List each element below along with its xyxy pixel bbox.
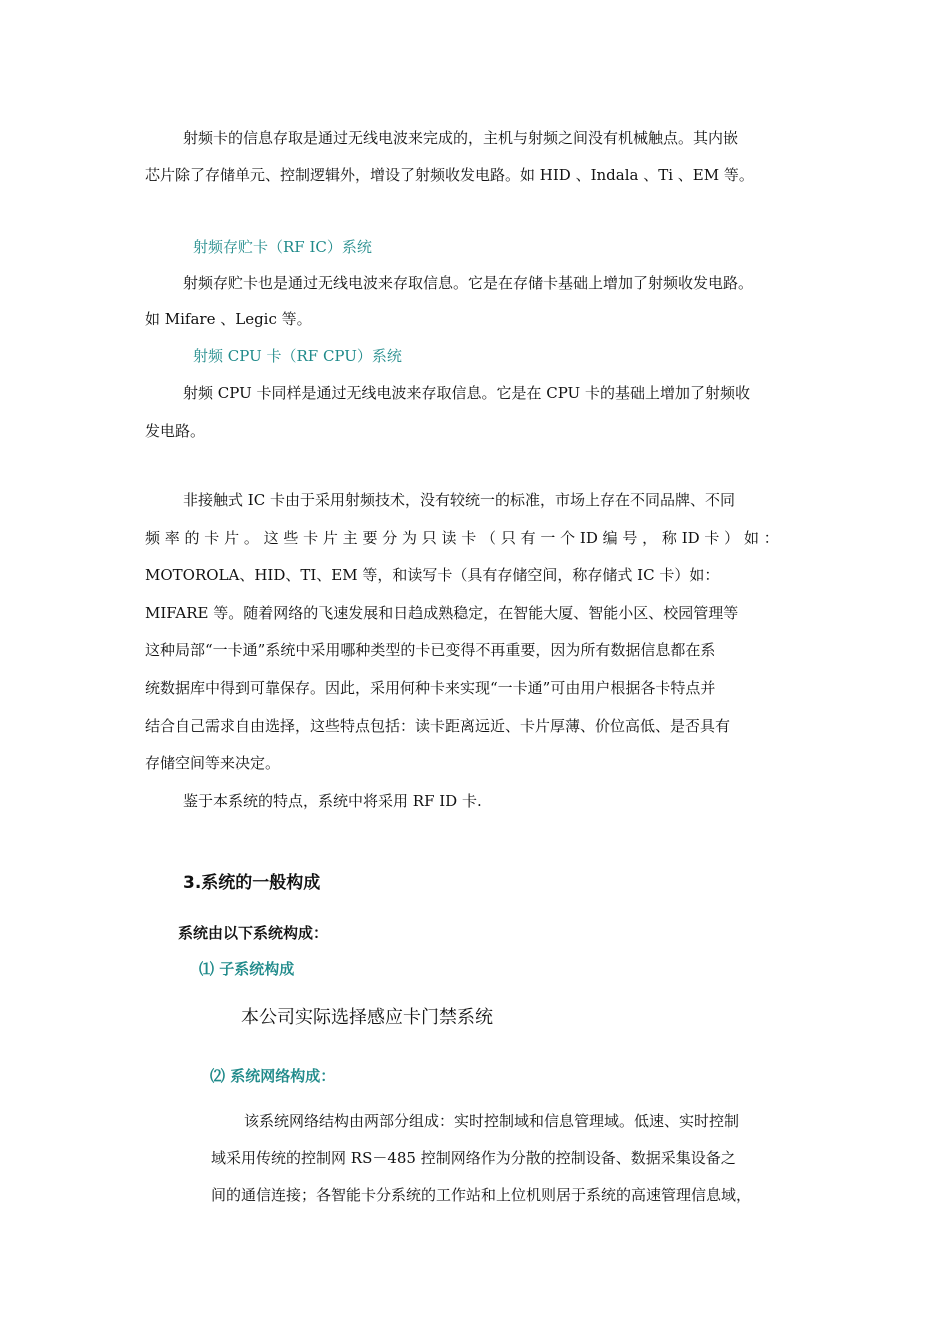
text-line: 该系统网络结构由两部分组成：实时控制域和信息管理域。低速、实时控制 [244,1112,740,1130]
text-line: 统数据库中得到可靠保存。因此，采用何种卡来实现“一卡通”可由用户根据各卡特点并 [145,678,716,697]
rf-cpu-paragraph [145,374,815,450]
text-line: 这种局部“一卡通”系统中采用哪种类型的卡已变得不再重要，因为所有数据信息都在系 [145,641,716,660]
text-line: 射频存贮卡也是通过无线电波来存取信息。它是在存储卡基础上增加了射频收发电路。 [183,274,754,292]
rf-ic-heading: 射频存贮卡（RF IC）系统 [193,238,372,256]
text-line: 存储空间等来决定。 [145,754,281,773]
section-heading: 3.系统的一般构成 [183,873,321,893]
system-intro: 系统由以下系统构成： [178,924,329,942]
rf-card-intro-paragraph [145,120,815,194]
rf-ic-paragraph [145,265,825,337]
network-paragraph [211,1103,821,1214]
conclusion-line: 鉴于本系统的特点，系统中将采用 RF ID 卡. [183,791,482,810]
subsystem-heading: ⑴ 子系统构成 [199,960,295,978]
text-line: 非接触式 IC 卡由于采用射频技术，没有较统一的标准，市场上存在不同品牌、不同 [183,491,735,509]
text-line: MOTOROLA、HID、TI、EM 等，和读写卡（具有存储空间，称存储式 IC 卡）如： [145,566,720,585]
text-line: 芯片除了存储单元、控制逻辑外，增设了射频收发电路。如 HID 、Indala 、Ti 、EM 等。 [145,166,754,184]
contactless-ic-paragraph [145,482,810,820]
text-line: 如 Mifare 、Legic 等。 [145,310,312,328]
text-line: 域采用传统的控制网 RS－485 控制网络作为分散的控制设备、数据采集设备之 [211,1149,736,1167]
text-line: MIFARE 等。随着网络的飞速发展和日趋成熟稳定，在智能大厦、智能小区、校园管理等 [145,603,739,622]
text-line: 间的通信连接；各智能卡分系统的工作站和上位机则居于系统的高速管理信息域， [211,1186,752,1204]
network-heading: ⑵ 系统网络构成： [210,1067,336,1085]
text-line: 结合自己需求自由选择，这些特点包括：读卡距离远近、卡片厚薄、价位高低、是否具有 [145,716,731,735]
text-line: 频 率 的 卡 片 。 这 些 卡 片 主 要 分 为 只 读 卡 （ 只 有 一 个 ID 编 号 ， 称 ID 卡 ） 如 ： [145,528,779,547]
text-line: 射频卡的信息存取是通过无线电波来完成的，主机与射频之间没有机械触点。其内嵌 [183,129,739,147]
rf-cpu-heading: 射频 CPU 卡（RF CPU）系统 [193,347,402,365]
subsystem-text: 本公司实际选择感应卡门禁系统 [241,1007,493,1028]
text-line: 射频 CPU 卡同样是通过无线电波来存取信息。它是在 CPU 卡的基础上增加了射频收 [183,384,750,402]
text-line: 发电路。 [145,422,206,440]
